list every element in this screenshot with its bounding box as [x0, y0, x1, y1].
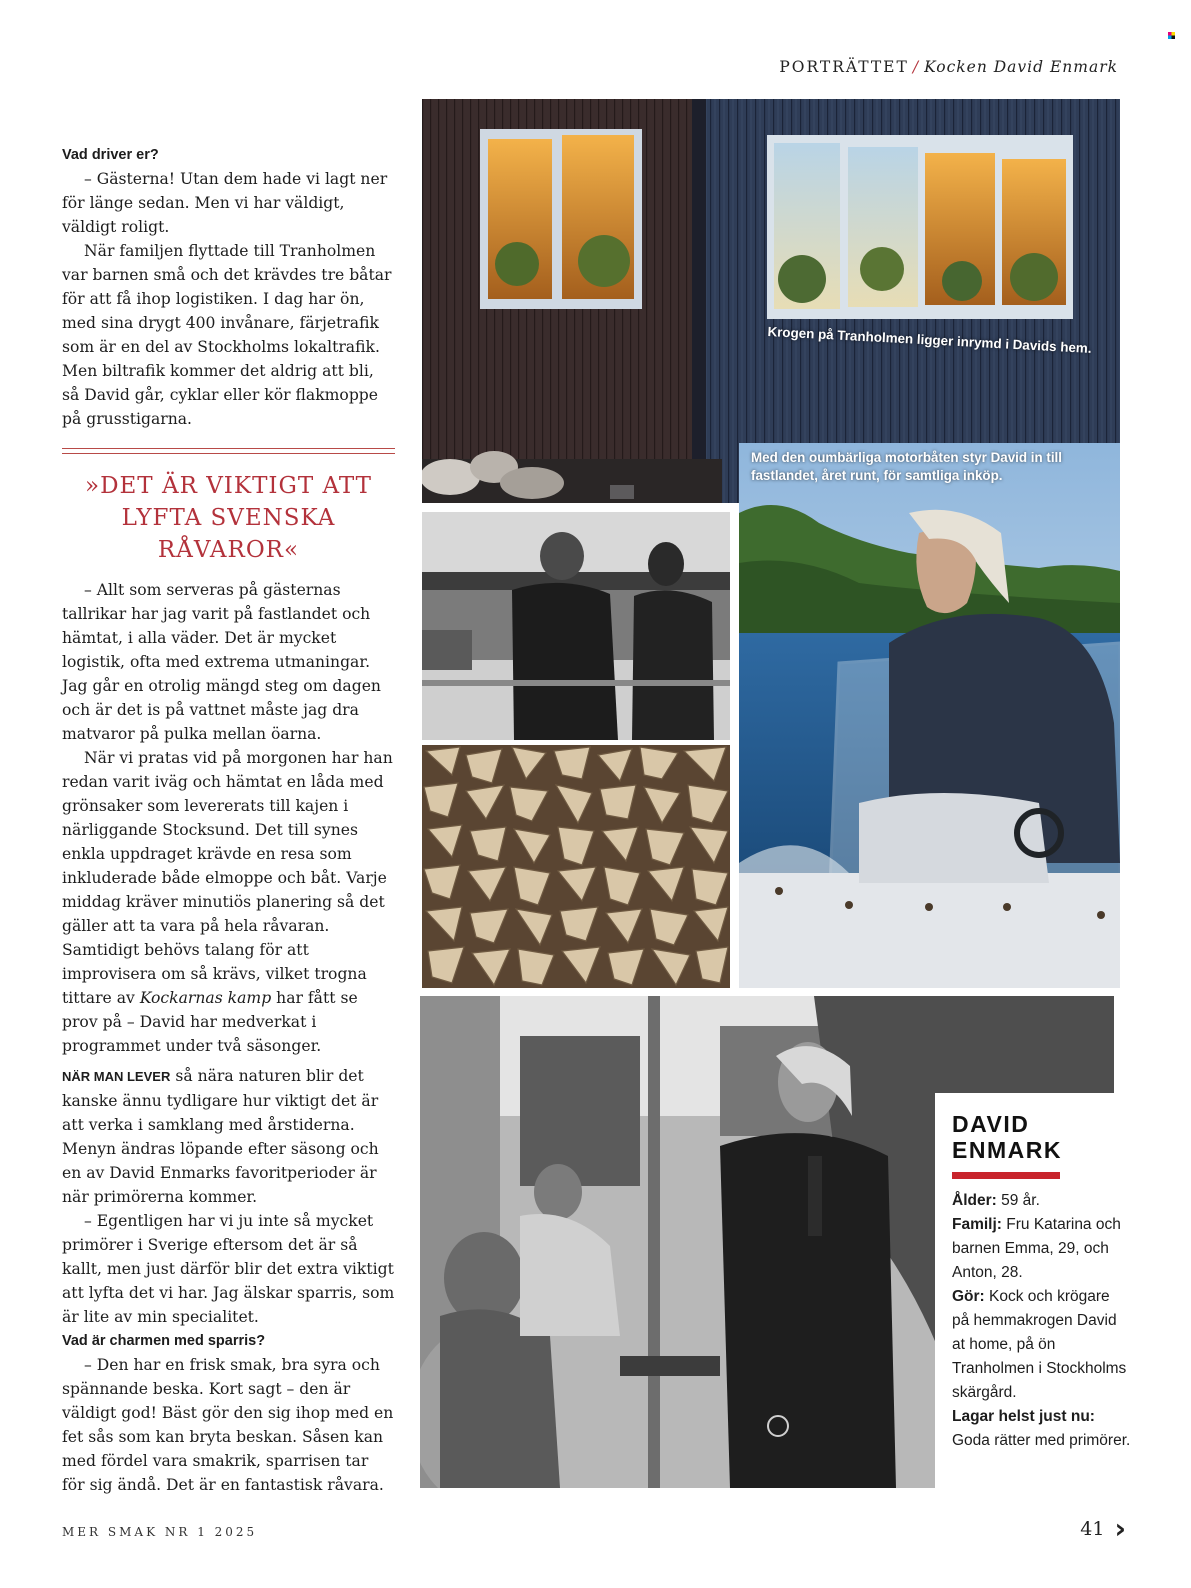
article-column-top: [62, 143, 395, 431]
body-paragraph: [62, 1064, 395, 1209]
interview-question: Vad är charmen med sparris?: [62, 1333, 266, 1349]
fact-box-title-last: ENMARK: [952, 1137, 1062, 1163]
firewood-photo: [422, 745, 730, 988]
body-text: så nära naturen blir det kanske ännu tydligare hur viktigt det är att verka i samklang med årstiderna. Menyn ändras löpande efter säsong och en av David Enmarks favoritperioder är när primörerna kommer.: [62, 1067, 379, 1206]
body-text: När vi pratas vid på morgonen har han redan varit iväg och hämtat en låda med grönsaker som levererats till kajen i närliggande Stocksund. Det till synes enkla uppdraget krävde en resa som inkluderade både elmoppe och båt. Varje middag kräver minutiös planering så det gäller att ta vara på hela råvaran. Samtidigt behövs talang för att improvisera om så krävs, vilket trogna tittare av: [62, 749, 393, 1007]
kitchen-photo: [422, 512, 730, 740]
running-header: [779, 58, 1118, 76]
magazine-issue-footer: MER SMAK NR 1 2025: [62, 1525, 258, 1539]
fact-cooking: [952, 1405, 1131, 1453]
article-column-middle: [62, 578, 395, 1058]
fact-occupation-value: Kock och krögare på hemmakrogen David at home, på ön Tranholmen i Stockholms skärgård.: [952, 1288, 1127, 1401]
section-label: PORTRÄTTET: [779, 58, 909, 76]
body-paragraph: När familjen flyttade till Tranholmen var barnen små och det krävdes tre båtar för att få ihop logistiken. I dag har ön, med sina drygt 400 invånare, färjetrafik som är en del av Stockholms lokaltrafik. Men biltrafik kommer det aldrig att bli, så David går, cyklar eller kör flakmoppe på grusstigarna.: [62, 242, 392, 428]
body-paragraph: – Den har en frisk smak, bra syra och spännande beska. Kort sagt – den är väldigt god! Bäst gör den sig ihop med en fet sås som kan bryta beskan. Såsen kan med fördel vara smakrik, sparrisen tar för sig ändå. Det är en fantastisk råvara.: [62, 1356, 394, 1494]
fact-box-body: [952, 1189, 1131, 1453]
fact-cooking-value: Goda rätter med primörer.: [952, 1432, 1131, 1449]
body-paragraph: – Gästerna! Utan dem hade vi lagt ner för länge sedan. Men vi har väldigt, väldigt roligt.: [62, 170, 388, 236]
section-lead-in: NÄR MAN LEVER: [62, 1069, 171, 1084]
page-number: 41: [1080, 1518, 1105, 1540]
fact-occupation-label: Gör:: [952, 1288, 985, 1305]
interview-question: Vad driver er?: [62, 147, 159, 163]
chevron-right-icon[interactable]: ›: [1114, 1512, 1126, 1545]
fact-family-label: Familj:: [952, 1216, 1002, 1233]
fact-box: [935, 1093, 1131, 1488]
fact-occupation: [952, 1285, 1131, 1405]
pullquote-rule: [62, 448, 395, 454]
body-text: har fått se prov på – David har medverkat i programmet under två säsonger.: [62, 989, 358, 1055]
body-paragraph: – Egentligen har vi ju inte så mycket primörer i Sverige eftersom det är så kallt, men just därför blir det extra viktigt att lyfta det vi har. Jag älskar sparris, som är lite av min specialitet.: [62, 1212, 395, 1326]
page-number-footer: [1080, 1512, 1126, 1545]
header-subtitle: Kocken David Enmark: [924, 58, 1118, 76]
fact-age-value: 59 år.: [1001, 1192, 1040, 1209]
fact-family-value: Fru Katarina och barnen Emma, 29, och Anton, 28.: [952, 1216, 1121, 1281]
fact-cooking-label: Lagar helst just nu:: [952, 1408, 1095, 1425]
header-separator: /: [912, 58, 921, 76]
fact-box-title: [952, 1111, 1131, 1163]
fact-box-title-first: DAVID: [952, 1111, 1030, 1137]
fact-family: [952, 1213, 1131, 1285]
body-paragraph: [62, 746, 395, 1058]
house-photo-caption: Krogen på Tranholmen ligger inrymd i Davids hem.: [767, 323, 1092, 356]
boat-photo-caption: Med den oumbärliga motorbåten styr David in till fastlandet, året runt, för samtliga inköp.: [751, 450, 1062, 483]
fact-age: [952, 1189, 1131, 1213]
boat-photo: [739, 443, 1120, 988]
article-column-bottom: [62, 1064, 395, 1497]
fact-age-label: Ålder:: [952, 1192, 997, 1209]
pull-quote: »DET ÄR VIKTIGT ATT LYFTA SVENSKA RÅVAROR«: [85, 473, 372, 563]
print-registration-icon: [1168, 32, 1175, 39]
fact-box-accent-bar: [952, 1172, 1060, 1179]
body-paragraph: – Allt som serveras på gästernas tallrikar har jag varit på fastlandet och hämtat, i alla väder. Det är mycket logistik, ofta med extrema utmaningar. Jag går en otrolig mängd steg om dagen och är det is på vattnet måste jag dra matvaror på pulka mellan öarna.: [62, 581, 381, 743]
tv-show-title: Kockarnas kamp: [139, 989, 272, 1007]
